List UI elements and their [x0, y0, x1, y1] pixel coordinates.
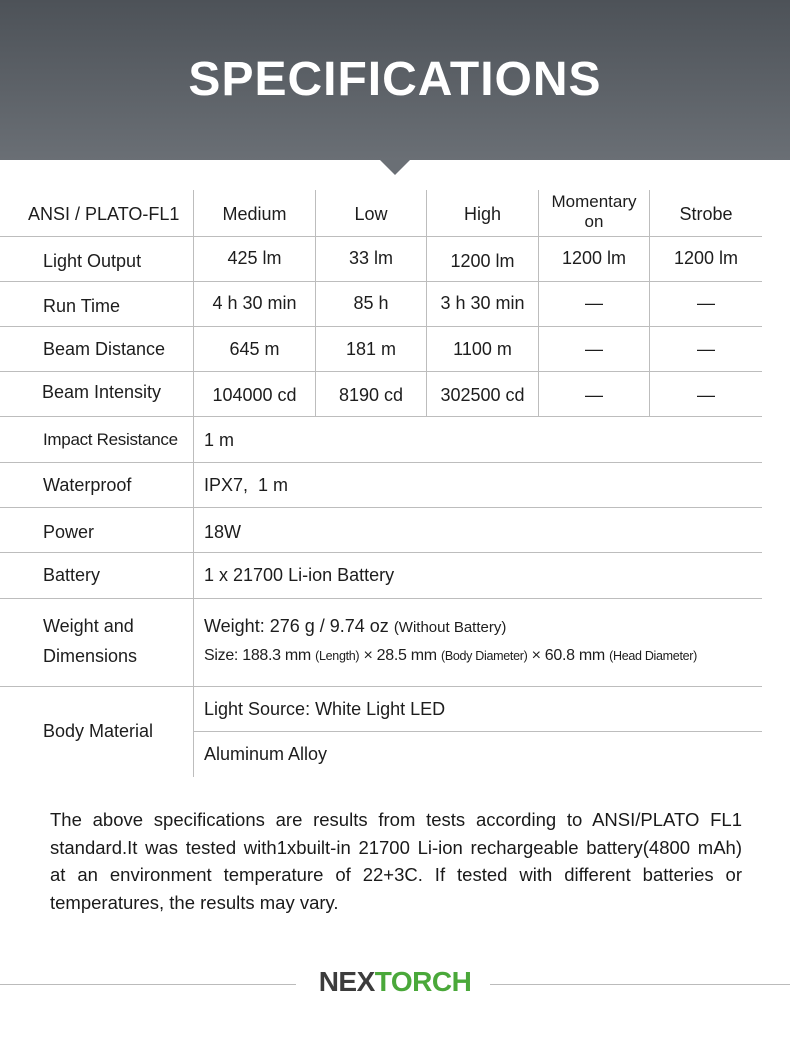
mode-header-low: Low: [354, 204, 388, 224]
value-cell: 425 lm: [227, 248, 282, 268]
row-divider: [0, 281, 762, 282]
value-cell: —: [585, 385, 603, 405]
mode-header-high: High: [463, 204, 502, 224]
row-divider: [0, 552, 762, 553]
value-cell: 1200 lm: [673, 248, 739, 268]
row-label-beam-intensity: Beam Intensity: [42, 382, 162, 402]
footer-divider: [490, 984, 790, 985]
value-cell: 645 m: [229, 339, 280, 359]
spec-note: The above specifications are results from tests according to ANSI/PLATO FL1 standard.It was tested with1xbuilt-in 21700 Li-ion rechargeable battery(4800 mAh) at an environment temperature of 22+3C. If tested with different batteries or temperatures, the results may vary.: [50, 809, 742, 913]
column-divider: [193, 190, 194, 777]
row-divider: [0, 371, 762, 372]
value-cell: —: [585, 339, 603, 359]
header-notch: [379, 159, 411, 175]
value-cell: 8190 cd: [338, 385, 404, 405]
value-cell: —: [585, 293, 603, 313]
weight-note: (Without Battery): [393, 619, 507, 636]
row-label-battery: Battery: [43, 565, 101, 585]
row-label-dimensions: Dimensions: [43, 646, 138, 666]
row-label-impact-resistance: Impact Resistance: [43, 430, 178, 449]
row-divider: [0, 598, 762, 599]
weight-main: Weight: 276 g / 9.74 oz: [204, 616, 389, 636]
value-cell: 104000 cd: [212, 385, 297, 405]
header-banner: [0, 0, 790, 160]
value-light-source: Light Source: White Light LED: [204, 699, 446, 719]
value-cell: 33 lm: [348, 248, 393, 268]
value-weight: [204, 615, 506, 639]
brand-part-1: NEX: [318, 966, 375, 997]
value-cell: —: [697, 339, 715, 359]
mode-header-strobe: Strobe: [679, 204, 733, 224]
page-title: SPECIFICATIONS: [188, 53, 602, 106]
row-label-body-material: Body Material: [43, 721, 154, 741]
row-label-light-output: Light Output: [43, 251, 142, 271]
value-cell: —: [697, 293, 715, 313]
row-divider: [0, 462, 762, 463]
value-size: [204, 645, 697, 667]
row-label-run-time: Run Time: [43, 296, 121, 316]
value-cell: 3 h 30 min: [440, 293, 525, 313]
value-cell: 4 h 30 min: [212, 293, 297, 313]
row-divider: [0, 686, 762, 687]
size-head-note: (Head Diameter): [609, 649, 697, 663]
value-cell: 1200 lm: [450, 251, 515, 271]
row-divider: [0, 236, 762, 237]
row-divider: [0, 416, 762, 417]
value-cell: 302500 cd: [440, 385, 525, 405]
size-mid: × 28.5 mm: [363, 647, 437, 664]
size-body-note: (Body Diameter): [440, 649, 528, 663]
row-label-beam-distance: Beam Distance: [43, 339, 166, 359]
row-divider: [0, 507, 762, 508]
size-prefix: Size: 188.3 mm: [204, 647, 311, 664]
mode-header-medium: Medium: [222, 204, 287, 224]
value-cell: 85 h: [353, 293, 389, 313]
header-label: ANSI / PLATO-FL1: [28, 204, 180, 224]
value-power: 18W: [204, 522, 242, 542]
mode-header-momentary: Momentary on: [551, 192, 637, 231]
row-label-power: Power: [43, 522, 95, 542]
value-impact-resistance: 1 m: [204, 430, 235, 450]
row-divider: [194, 731, 762, 732]
value-cell: 1200 lm: [561, 248, 627, 268]
value-waterproof: IPX7, 1 m: [204, 475, 289, 495]
value-cell: 181 m: [345, 339, 397, 359]
size-mid2: × 60.8 mm: [531, 647, 605, 664]
value-cell: —: [697, 385, 715, 405]
brand-part-2: TORCH: [374, 966, 472, 997]
row-label-waterproof: Waterproof: [43, 475, 132, 495]
value-battery: 1 x 21700 Li-ion Battery: [204, 565, 395, 585]
footer-divider: [0, 984, 296, 985]
brand-logo: [295, 966, 495, 998]
row-label-weight: Weight and: [43, 616, 134, 636]
value-body-material: Aluminum Alloy: [204, 744, 328, 764]
value-cell: 1100 m: [453, 339, 512, 359]
size-length-note: (Length): [315, 649, 360, 663]
row-divider: [0, 326, 762, 327]
